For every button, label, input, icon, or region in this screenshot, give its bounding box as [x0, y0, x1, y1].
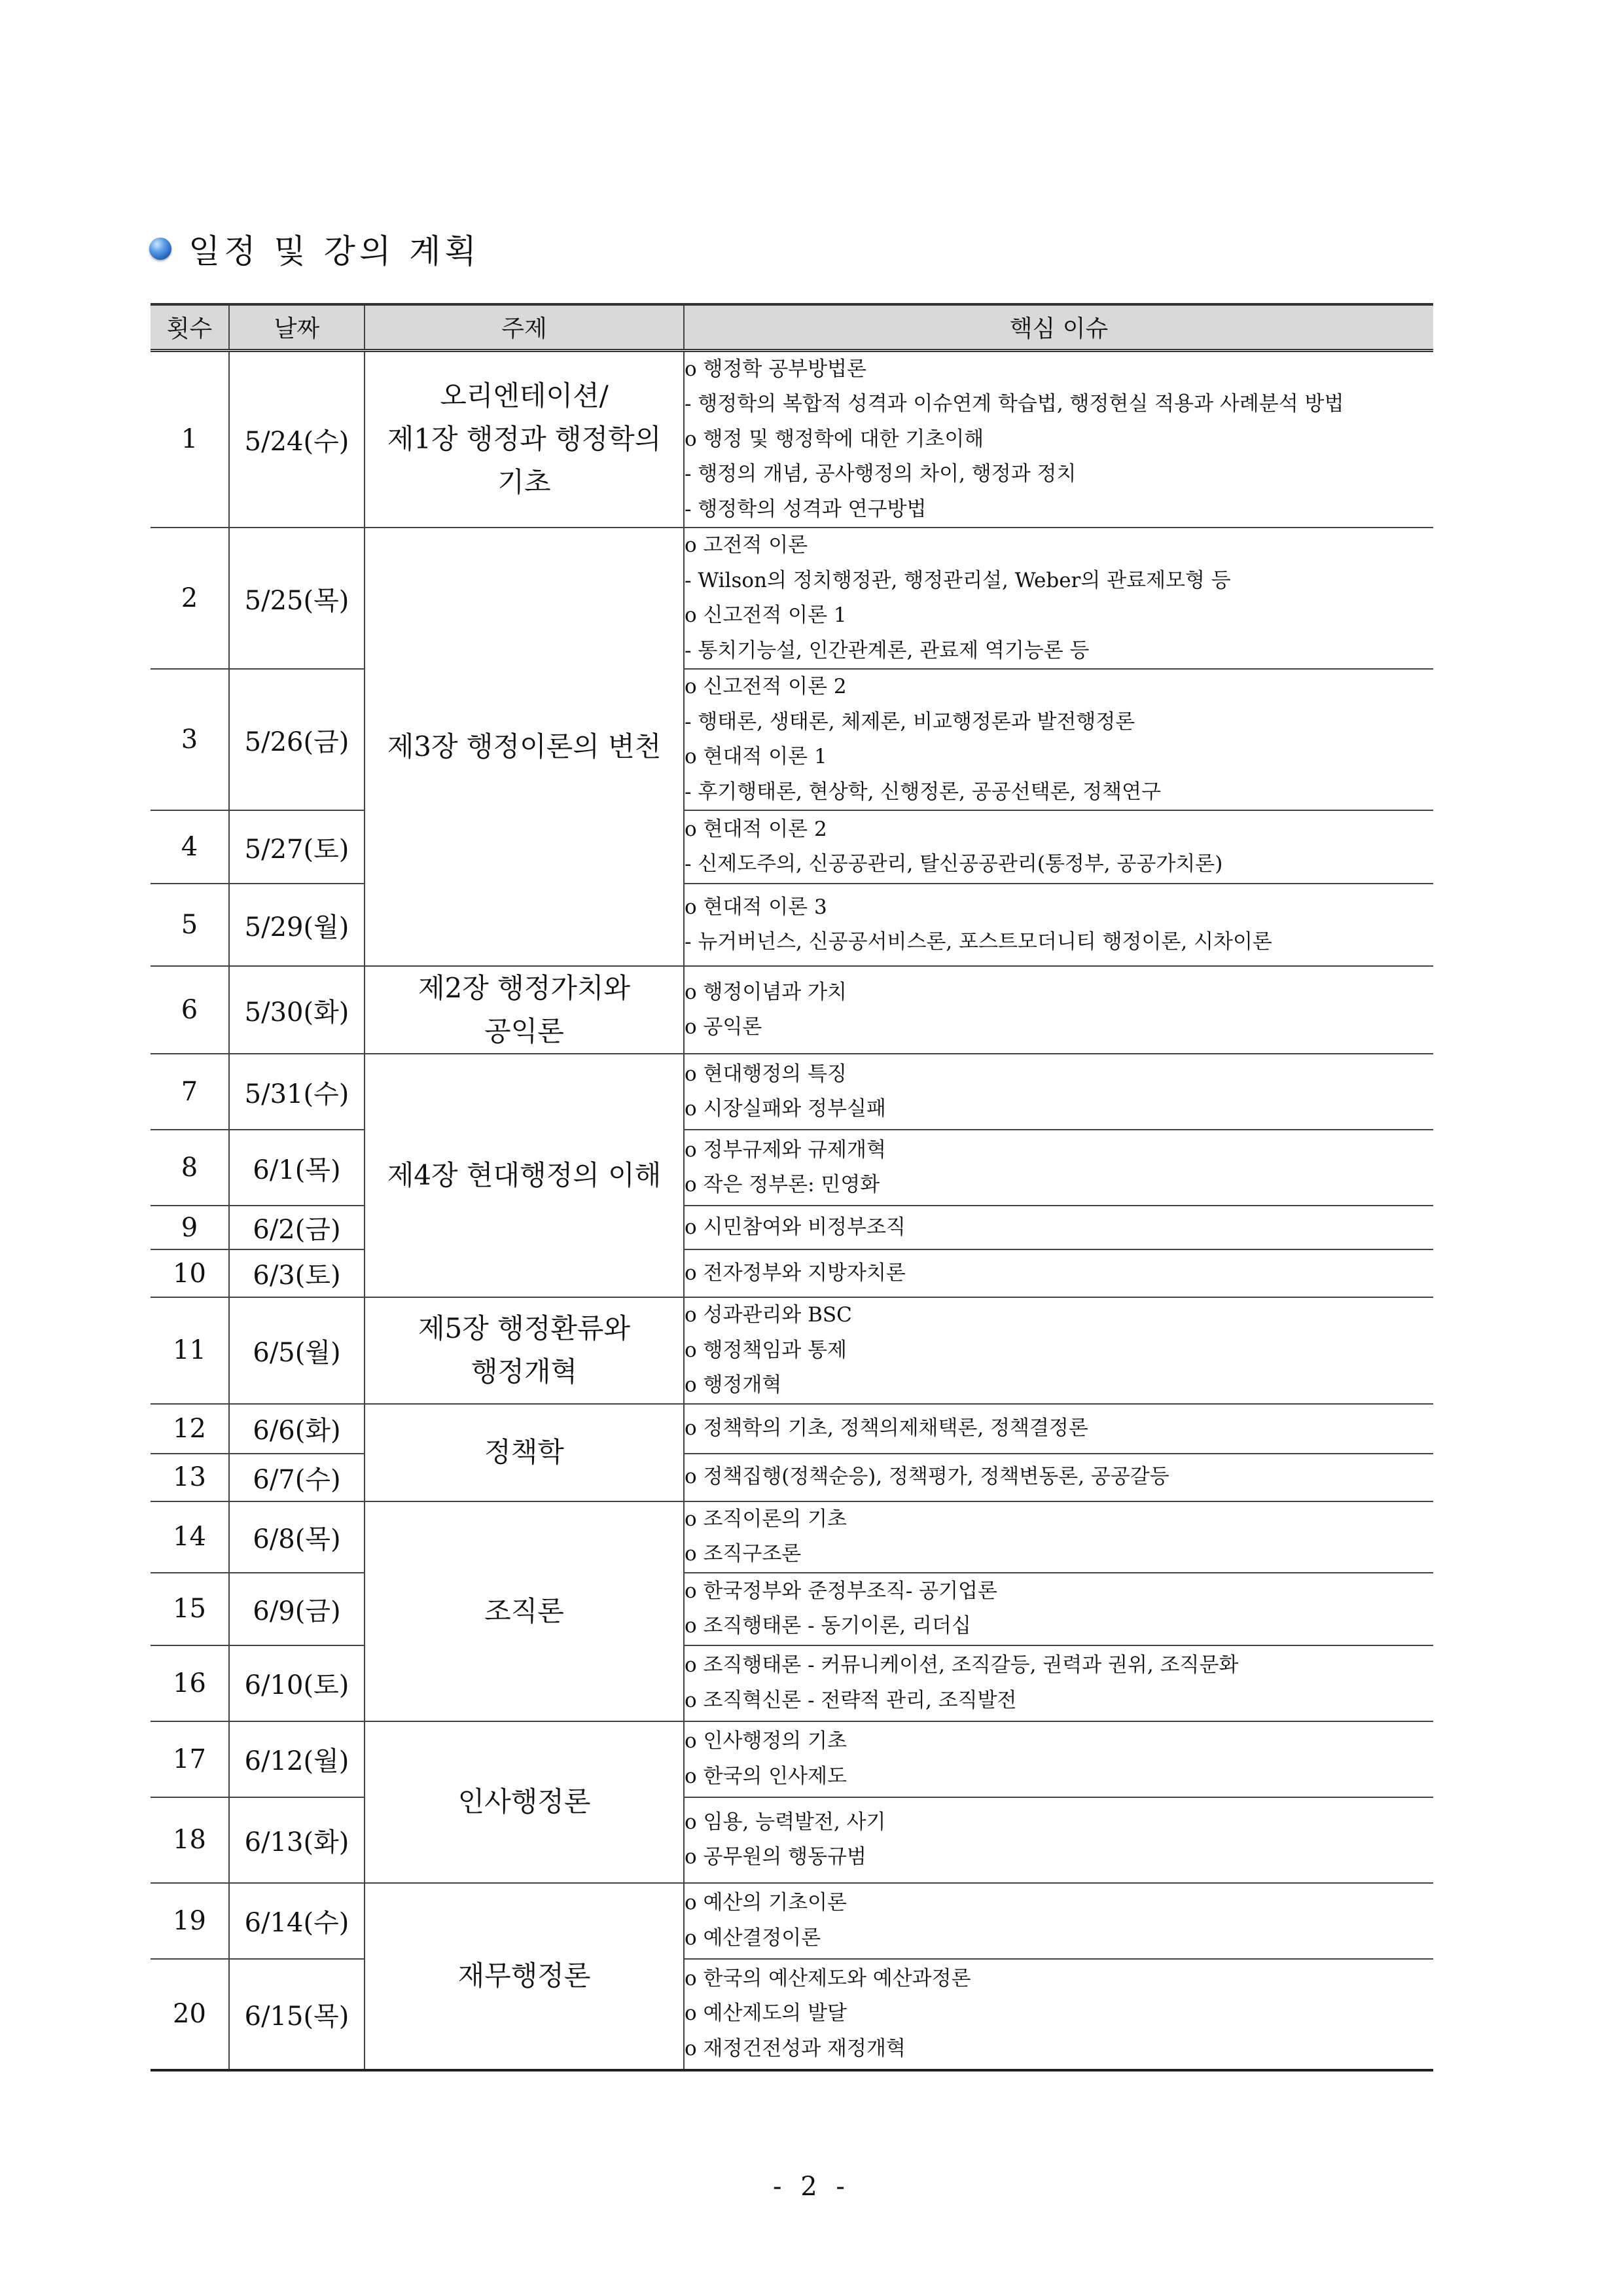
issue-line: o 조직혁신론 - 전략적 관리, 조직발전 [685, 1688, 1017, 1712]
issue-line: o 현대적 이론 2 [685, 817, 827, 841]
issue-line: o 조직구조론 [685, 1542, 802, 1566]
issues-cell [684, 966, 1433, 1054]
issue-line: o 행정 및 행정학에 대한 기초이해 [685, 427, 984, 451]
table-row [151, 1454, 1433, 1501]
session-date: 5/24(수) [229, 350, 365, 528]
session-number: 15 [151, 1573, 229, 1645]
blue-bullet-icon [149, 238, 171, 260]
table-row [151, 1797, 1433, 1883]
issue-line: o 현대적 이론 3 [685, 895, 827, 919]
topic-cell [365, 1721, 684, 1883]
issues-cell [684, 1404, 1433, 1454]
table-row [151, 1054, 1433, 1130]
header-issues: 핵심 이슈 [684, 304, 1433, 350]
issue-line: o 정책집행(정책순응), 정책평가, 정책변동론, 공공갈등 [685, 1465, 1169, 1489]
session-number: 14 [151, 1501, 229, 1573]
topic-cell [365, 1404, 684, 1501]
session-date: 6/8(목) [229, 1501, 365, 1573]
issue-line: o 시장실패와 정부실패 [685, 1097, 886, 1121]
session-date: 6/9(금) [229, 1573, 365, 1645]
issues-cell [684, 1130, 1433, 1206]
issue-line: o 예산제도의 발달 [685, 2001, 847, 2026]
topic-line: 제5장 행정환류와 [418, 1312, 631, 1345]
header-topic: 주제 [365, 304, 684, 350]
issue-line: o 현대적 이론 1 [685, 745, 827, 768]
session-number: 4 [151, 810, 229, 884]
issue-line: - 행정학의 성격과 연구방법 [685, 497, 927, 521]
table-row [151, 1404, 1433, 1454]
table-row [151, 1501, 1433, 1573]
header-session: 횟수 [151, 304, 229, 350]
session-date: 6/6(화) [229, 1404, 365, 1454]
issue-line: o 현대행정의 특징 [685, 1062, 847, 1086]
table-row [151, 810, 1433, 884]
topic-line: 제3장 행정이론의 변천 [387, 730, 662, 762]
table-row [151, 669, 1433, 810]
topic-cell [365, 1297, 684, 1404]
schedule-table [151, 303, 1433, 2072]
issue-line: o 조직이론의 기초 [685, 1507, 847, 1531]
table-row [151, 1249, 1433, 1297]
topic-line: 조직론 [484, 1594, 564, 1627]
issue-line: - 신제도주의, 신공공관리, 탈신공공관리(통정부, 공공가치론) [685, 852, 1223, 876]
session-date: 6/5(월) [229, 1297, 365, 1404]
issues-cell [684, 1883, 1433, 1959]
topic-line: 오리엔테이션/ [440, 380, 609, 412]
table-row [151, 1721, 1433, 1797]
table-row [151, 1573, 1433, 1645]
issue-line: o 인사행정의 기초 [685, 1729, 847, 1753]
session-number: 9 [151, 1206, 229, 1249]
issue-line: o 행정이념과 가치 [685, 980, 847, 1004]
topic-line: 제1장 행정과 행정학의 [387, 423, 662, 456]
topic-line: 제4장 현대행정의 이해 [387, 1159, 662, 1191]
section-title: 일정 및 강의 계획 [188, 232, 480, 270]
session-date: 6/15(목) [229, 1959, 365, 2070]
issues-cell [684, 528, 1433, 669]
session-number: 12 [151, 1404, 229, 1454]
topic-cell [365, 966, 684, 1054]
table-row [151, 884, 1433, 966]
issues-cell [684, 1501, 1433, 1573]
table-row [151, 528, 1433, 669]
topic-line: 인사행정론 [457, 1785, 591, 1818]
issue-line: o 작은 정부론: 민영화 [685, 1173, 880, 1196]
session-date: 6/7(수) [229, 1454, 365, 1501]
issues-cell [684, 810, 1433, 884]
session-number: 10 [151, 1249, 229, 1297]
issue-line: o 행정책임과 통제 [685, 1338, 847, 1362]
topic-line: 정책학 [484, 1436, 564, 1468]
issue-line: o 공무원의 행동규범 [685, 1845, 866, 1869]
issues-cell [684, 1454, 1433, 1501]
session-number: 3 [151, 669, 229, 810]
issues-cell [684, 1573, 1433, 1645]
table-row [151, 1130, 1433, 1206]
issues-cell [684, 884, 1433, 966]
issue-line: - 행정의 개념, 공사행정의 차이, 행정과 정치 [685, 462, 1077, 486]
topic-line: 행정개혁 [471, 1355, 578, 1388]
issues-cell [684, 1249, 1433, 1297]
issues-cell [684, 350, 1433, 528]
session-number: 6 [151, 966, 229, 1054]
session-number: 17 [151, 1721, 229, 1797]
issue-line: o 행정학 공부방법론 [685, 357, 866, 381]
session-date: 6/1(목) [229, 1130, 365, 1206]
session-number: 5 [151, 884, 229, 966]
issue-line: o 예산의 기초이론 [685, 1891, 847, 1914]
topic-line: 공익론 [484, 1015, 564, 1047]
issue-line: - 통치기능설, 인간관계론, 관료제 역기능론 등 [685, 638, 1090, 662]
session-number: 13 [151, 1454, 229, 1501]
issues-cell [684, 1054, 1433, 1130]
topic-line: 기초 [497, 466, 551, 499]
session-number: 19 [151, 1883, 229, 1959]
session-number: 16 [151, 1645, 229, 1721]
session-number: 20 [151, 1959, 229, 2070]
issue-line: o 조직행태론 - 동기이론, 리더십 [685, 1614, 971, 1638]
table-row [151, 350, 1433, 528]
session-date: 6/14(수) [229, 1883, 365, 1959]
issue-line: - Wilson의 정치행정관, 행정관리설, Weber의 관료제모형 등 [685, 568, 1231, 592]
topic-line: 재무행정론 [457, 1960, 591, 1992]
issue-line: - 후기행태론, 현상학, 신행정론, 공공선택론, 정책연구 [685, 780, 1162, 804]
issue-line: o 재정건전성과 재정개혁 [685, 2036, 906, 2060]
topic-cell [365, 350, 684, 528]
table-row [151, 966, 1433, 1054]
issue-line: o 한국의 예산제도와 예산과정론 [685, 1966, 971, 1990]
issue-line: o 성과관리와 BSC [685, 1303, 852, 1327]
table-row [151, 1297, 1433, 1404]
page-number: - 2 - [773, 2172, 850, 2202]
issue-line: o 시민참여와 비정부조직 [685, 1215, 906, 1239]
session-date: 6/12(월) [229, 1721, 365, 1797]
table-header-row [151, 304, 1433, 350]
issue-line: o 조직행태론 - 커뮤니케이션, 조직갈등, 권력과 권위, 조직문화 [685, 1653, 1239, 1677]
session-date: 5/29(월) [229, 884, 365, 966]
session-date: 5/25(목) [229, 528, 365, 669]
issue-line: - 행태론, 생태론, 체제론, 비교행정론과 발전행정론 [685, 709, 1135, 734]
issues-cell [684, 1206, 1433, 1249]
issue-line: o 신고전적 이론 2 [685, 675, 847, 698]
issue-line: o 정부규제와 규제개혁 [685, 1138, 886, 1162]
table-row [151, 1206, 1433, 1249]
session-date: 5/31(수) [229, 1054, 365, 1130]
table-row [151, 1645, 1433, 1721]
issues-cell [684, 1797, 1433, 1883]
session-date: 6/10(토) [229, 1645, 365, 1721]
session-date: 6/13(화) [229, 1797, 365, 1883]
issue-line: o 한국의 인사제도 [685, 1764, 847, 1788]
session-number: 11 [151, 1297, 229, 1404]
issue-line: o 정책학의 기초, 정책의제채택론, 정책결정론 [685, 1416, 1088, 1440]
issues-cell [684, 669, 1433, 810]
table-row [151, 1883, 1433, 1959]
issue-line: o 예산결정이론 [685, 1926, 821, 1950]
issue-line: o 신고전적 이론 1 [685, 603, 847, 627]
session-number: 1 [151, 350, 229, 528]
session-number: 8 [151, 1130, 229, 1206]
section-heading [149, 223, 480, 275]
issues-cell [684, 1645, 1433, 1721]
topic-cell [365, 1883, 684, 2070]
session-number: 2 [151, 528, 229, 669]
session-number: 7 [151, 1054, 229, 1130]
issue-line: o 전자정부와 지방자치론 [685, 1261, 906, 1285]
session-date: 6/3(토) [229, 1249, 365, 1297]
issues-cell [684, 1959, 1433, 2070]
topic-cell [365, 528, 684, 966]
session-date: 6/2(금) [229, 1206, 365, 1249]
issue-line: - 뉴거버넌스, 신공공서비스론, 포스트모더니티 행정이론, 시차이론 [685, 930, 1272, 954]
issues-cell [684, 1721, 1433, 1797]
topic-cell [365, 1054, 684, 1297]
table-row [151, 1959, 1433, 2070]
issue-line: o 공익론 [685, 1015, 762, 1039]
session-number: 18 [151, 1797, 229, 1883]
issue-line: o 한국정부와 준정부조직- 공기업론 [685, 1579, 997, 1603]
session-date: 5/30(화) [229, 966, 365, 1054]
topic-cell [365, 1501, 684, 1721]
issue-line: o 고전적 이론 [685, 533, 808, 557]
session-date: 5/26(금) [229, 669, 365, 810]
issues-cell [684, 1297, 1433, 1404]
topic-line: 제2장 행정가치와 [418, 972, 631, 1004]
issue-line: o 행정개혁 [685, 1373, 782, 1397]
issue-line: o 임용, 능력발전, 사기 [685, 1810, 886, 1834]
header-date: 날짜 [229, 304, 365, 350]
schedule-body [151, 350, 1433, 2070]
session-date: 5/27(토) [229, 810, 365, 884]
issue-line: - 행정학의 복합적 성격과 이슈연계 학습법, 행정현실 적용과 사례분석 방법 [685, 392, 1344, 416]
